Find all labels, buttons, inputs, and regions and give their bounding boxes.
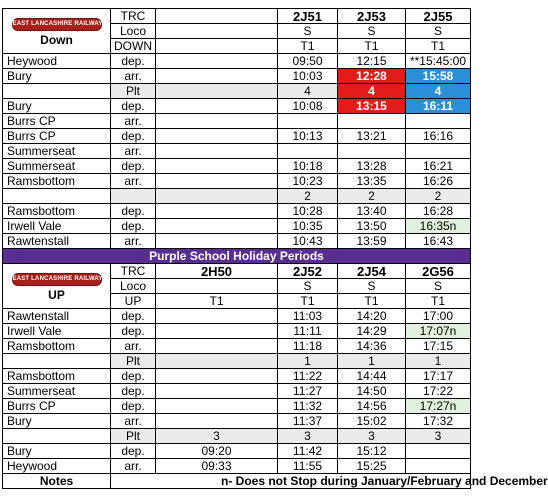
header-value: S [278, 24, 338, 39]
stop-type: Plt [111, 84, 156, 99]
header-value: T1 [278, 39, 338, 54]
header-label: Loco [111, 279, 156, 294]
station-name [3, 354, 111, 369]
stop-type: arr. [111, 339, 156, 354]
departure-time: **15:45:00 [406, 54, 471, 69]
header-value: 2J54 [338, 264, 406, 279]
header-value [156, 279, 278, 294]
departure-time: 10:43 [278, 234, 338, 249]
departure-time: 11:37 [278, 414, 338, 429]
station-name [3, 84, 111, 99]
station-name: Bury [3, 99, 111, 114]
down-timetable-row [3, 204, 471, 219]
banner-row [3, 249, 471, 264]
station-name: Rawtenstall [3, 309, 111, 324]
up-timetable-row [3, 354, 471, 369]
departure-time: 17:17 [406, 369, 471, 384]
station-name: Irwell Vale [3, 324, 111, 339]
departure-time: 09:33 [156, 459, 278, 474]
down-timetable-row [3, 129, 471, 144]
departure-time: 17:27n [406, 399, 471, 414]
up-timetable-row [3, 429, 471, 444]
down-direction-label: Down [40, 33, 73, 47]
departure-time [156, 339, 278, 354]
down-timetable-row [3, 99, 471, 114]
stop-type: arr. [111, 69, 156, 84]
down-timetable-row [3, 84, 471, 99]
station-name: Burrs CP [3, 114, 111, 129]
departure-time: 10:03 [278, 69, 338, 84]
stop-type: arr. [111, 114, 156, 129]
stop-type: dep. [111, 369, 156, 384]
header-value: 2J51 [278, 9, 338, 24]
departure-time: 10:18 [278, 159, 338, 174]
up-timetable-row [3, 399, 471, 414]
stop-type: arr. [111, 144, 156, 159]
up-timetable-row [3, 459, 471, 474]
notes-text: n- Does not Stop during January/February and December [111, 474, 471, 489]
departure-time: 13:15 [338, 99, 406, 114]
departure-time: 17:22 [406, 384, 471, 399]
header-value: T1 [406, 294, 471, 309]
departure-time: 3 [156, 429, 278, 444]
stop-type: arr. [111, 414, 156, 429]
departure-time: 2 [278, 189, 338, 204]
header-value: S [338, 24, 406, 39]
header-value: S [406, 24, 471, 39]
departure-time: 10:28 [278, 204, 338, 219]
up-timetable-row [3, 384, 471, 399]
station-name: Bury [3, 69, 111, 84]
departure-time: 14:56 [338, 399, 406, 414]
down-timetable-row [3, 234, 471, 249]
departure-time [406, 444, 471, 459]
down-timetable-row [3, 174, 471, 189]
time-blank [156, 189, 278, 204]
holiday-banner: Purple School Holiday Periods [3, 249, 471, 264]
stop-type: arr. [111, 174, 156, 189]
header-value: S [406, 279, 471, 294]
departure-time: 11:32 [278, 399, 338, 414]
station-name [3, 189, 111, 204]
time-blank [156, 234, 278, 249]
down-timetable-row [3, 54, 471, 69]
header-value: T1 [338, 294, 406, 309]
time-blank [156, 84, 278, 99]
departure-time: 16:16 [406, 129, 471, 144]
departure-time [156, 324, 278, 339]
railway-logo: EAST LANCASHIRE RAILWAY [12, 18, 102, 31]
departure-time: 11:55 [278, 459, 338, 474]
down-timetable-row [3, 189, 471, 204]
departure-time [156, 384, 278, 399]
departure-time: 10:08 [278, 99, 338, 114]
time-blank [156, 219, 278, 234]
departure-time: 2 [406, 189, 471, 204]
departure-time: 14:29 [338, 324, 406, 339]
stop-type: dep. [111, 399, 156, 414]
departure-time: 4 [338, 84, 406, 99]
station-name: Ramsbottom [3, 369, 111, 384]
station-name: Burrs CP [3, 399, 111, 414]
departure-time: 15:58 [406, 69, 471, 84]
departure-time: 13:28 [338, 159, 406, 174]
stop-type: dep. [111, 129, 156, 144]
time-blank [156, 69, 278, 84]
departure-time: 14:50 [338, 384, 406, 399]
departure-time: 11:22 [278, 369, 338, 384]
departure-time: 13:50 [338, 219, 406, 234]
departure-time: 16:43 [406, 234, 471, 249]
header-value: S [338, 279, 406, 294]
departure-time: 15:12 [338, 444, 406, 459]
departure-time: 17:07n [406, 324, 471, 339]
time-blank [156, 159, 278, 174]
departure-time: 11:11 [278, 324, 338, 339]
station-name: Bury [3, 414, 111, 429]
time-blank [156, 99, 278, 114]
up-direction-label: UP [48, 288, 65, 302]
up-timetable-row [3, 444, 471, 459]
departure-time: 14:44 [338, 369, 406, 384]
down-timetable-row [3, 159, 471, 174]
header-value: T1 [338, 39, 406, 54]
station-name: Irwell Vale [3, 219, 111, 234]
stop-type: dep. [111, 159, 156, 174]
departure-time: 10:23 [278, 174, 338, 189]
down-timetable-row [3, 219, 471, 234]
time-blank [156, 174, 278, 189]
departure-time: 16:35n [406, 219, 471, 234]
departure-time: 13:40 [338, 204, 406, 219]
departure-time: 3 [338, 429, 406, 444]
departure-time: 3 [406, 429, 471, 444]
departure-time: 09:20 [156, 444, 278, 459]
railway-logo: EAST LANCASHIRE RAILWAY [12, 273, 102, 286]
departure-time: 17:32 [406, 414, 471, 429]
departure-time [156, 354, 278, 369]
header-blank [156, 24, 278, 39]
departure-time: 10:13 [278, 129, 338, 144]
header-value: 2J52 [278, 264, 338, 279]
up-timetable-row [3, 339, 471, 354]
up-header-row [3, 264, 471, 279]
departure-time: 17:00 [406, 309, 471, 324]
time-blank [156, 144, 278, 159]
departure-time [338, 144, 406, 159]
up-timetable-row [3, 369, 471, 384]
up-timetable-row [3, 414, 471, 429]
station-name: Heywood [3, 459, 111, 474]
station-name: Ramsbottom [3, 174, 111, 189]
down-direction-cell [3, 9, 111, 54]
station-name [3, 429, 111, 444]
departure-time [156, 369, 278, 384]
down-header-row [3, 9, 471, 24]
departure-time: 17:15 [406, 339, 471, 354]
departure-time: 11:03 [278, 309, 338, 324]
stop-type: dep. [111, 444, 156, 459]
departure-time: 09:50 [278, 54, 338, 69]
departure-time [406, 459, 471, 474]
departure-time [156, 309, 278, 324]
station-name: Summerseat [3, 144, 111, 159]
stop-type: dep. [111, 99, 156, 114]
stop-type: dep. [111, 324, 156, 339]
header-blank [156, 39, 278, 54]
departure-time: 13:21 [338, 129, 406, 144]
departure-time [406, 114, 471, 129]
departure-time: 16:26 [406, 174, 471, 189]
station-name: Summerseat [3, 159, 111, 174]
departure-time: 15:02 [338, 414, 406, 429]
station-name: Rawtenstall [3, 234, 111, 249]
header-label: DOWN [111, 39, 156, 54]
station-name: Heywood [3, 54, 111, 69]
departure-time: 4 [406, 84, 471, 99]
departure-time: 15:25 [338, 459, 406, 474]
header-value: T1 [406, 39, 471, 54]
station-name: Summerseat [3, 384, 111, 399]
departure-time [278, 144, 338, 159]
departure-time: 1 [406, 354, 471, 369]
station-name: Burrs CP [3, 129, 111, 144]
time-blank [156, 54, 278, 69]
header-value: T1 [156, 294, 278, 309]
departure-time [278, 114, 338, 129]
departure-time: 11:18 [278, 339, 338, 354]
departure-time: 2 [338, 189, 406, 204]
departure-time: 1 [338, 354, 406, 369]
stop-type: dep. [111, 204, 156, 219]
departure-time: 11:42 [278, 444, 338, 459]
departure-time: 4 [278, 84, 338, 99]
departure-time: 1 [278, 354, 338, 369]
departure-time: 3 [278, 429, 338, 444]
departure-time [156, 399, 278, 414]
departure-time: 13:59 [338, 234, 406, 249]
stop-type [111, 189, 156, 204]
departure-time [156, 414, 278, 429]
departure-time: 14:36 [338, 339, 406, 354]
stop-type: dep. [111, 309, 156, 324]
time-blank [156, 204, 278, 219]
stop-type: dep. [111, 54, 156, 69]
header-value: T1 [278, 294, 338, 309]
header-value: 2H50 [156, 264, 278, 279]
up-direction-cell [3, 264, 111, 309]
header-label: TRC [111, 9, 156, 24]
header-label: UP [111, 294, 156, 309]
departure-time: 13:35 [338, 174, 406, 189]
departure-time [338, 114, 406, 129]
stop-type: arr. [111, 234, 156, 249]
station-name: Ramsbottom [3, 339, 111, 354]
down-timetable-row [3, 144, 471, 159]
header-value: 2G56 [406, 264, 471, 279]
down-timetable-row [3, 69, 471, 84]
departure-time [406, 144, 471, 159]
stop-type: dep. [111, 384, 156, 399]
departure-time: 16:21 [406, 159, 471, 174]
header-value: 2J53 [338, 9, 406, 24]
departure-time: 16:28 [406, 204, 471, 219]
stop-type: Plt [111, 354, 156, 369]
departure-time: 14:20 [338, 309, 406, 324]
down-timetable-row [3, 114, 471, 129]
header-value: 2J55 [406, 9, 471, 24]
timetable [2, 8, 548, 489]
up-timetable-row [3, 309, 471, 324]
departure-time: 12:28 [338, 69, 406, 84]
departure-time: 16:11 [406, 99, 471, 114]
notes-row [3, 474, 471, 489]
header-label: Loco [111, 24, 156, 39]
stop-type: dep. [111, 219, 156, 234]
header-blank [156, 9, 278, 24]
header-value: S [278, 279, 338, 294]
time-blank [156, 129, 278, 144]
header-label: TRC [111, 264, 156, 279]
station-name: Ramsbottom [3, 204, 111, 219]
departure-time: 11:27 [278, 384, 338, 399]
station-name: Bury [3, 444, 111, 459]
departure-time: 12:15 [338, 54, 406, 69]
departure-time: 10:35 [278, 219, 338, 234]
up-timetable-row [3, 324, 471, 339]
stop-type: Plt [111, 429, 156, 444]
stop-type: arr. [111, 459, 156, 474]
notes-label: Notes [3, 474, 111, 489]
time-blank [156, 114, 278, 129]
